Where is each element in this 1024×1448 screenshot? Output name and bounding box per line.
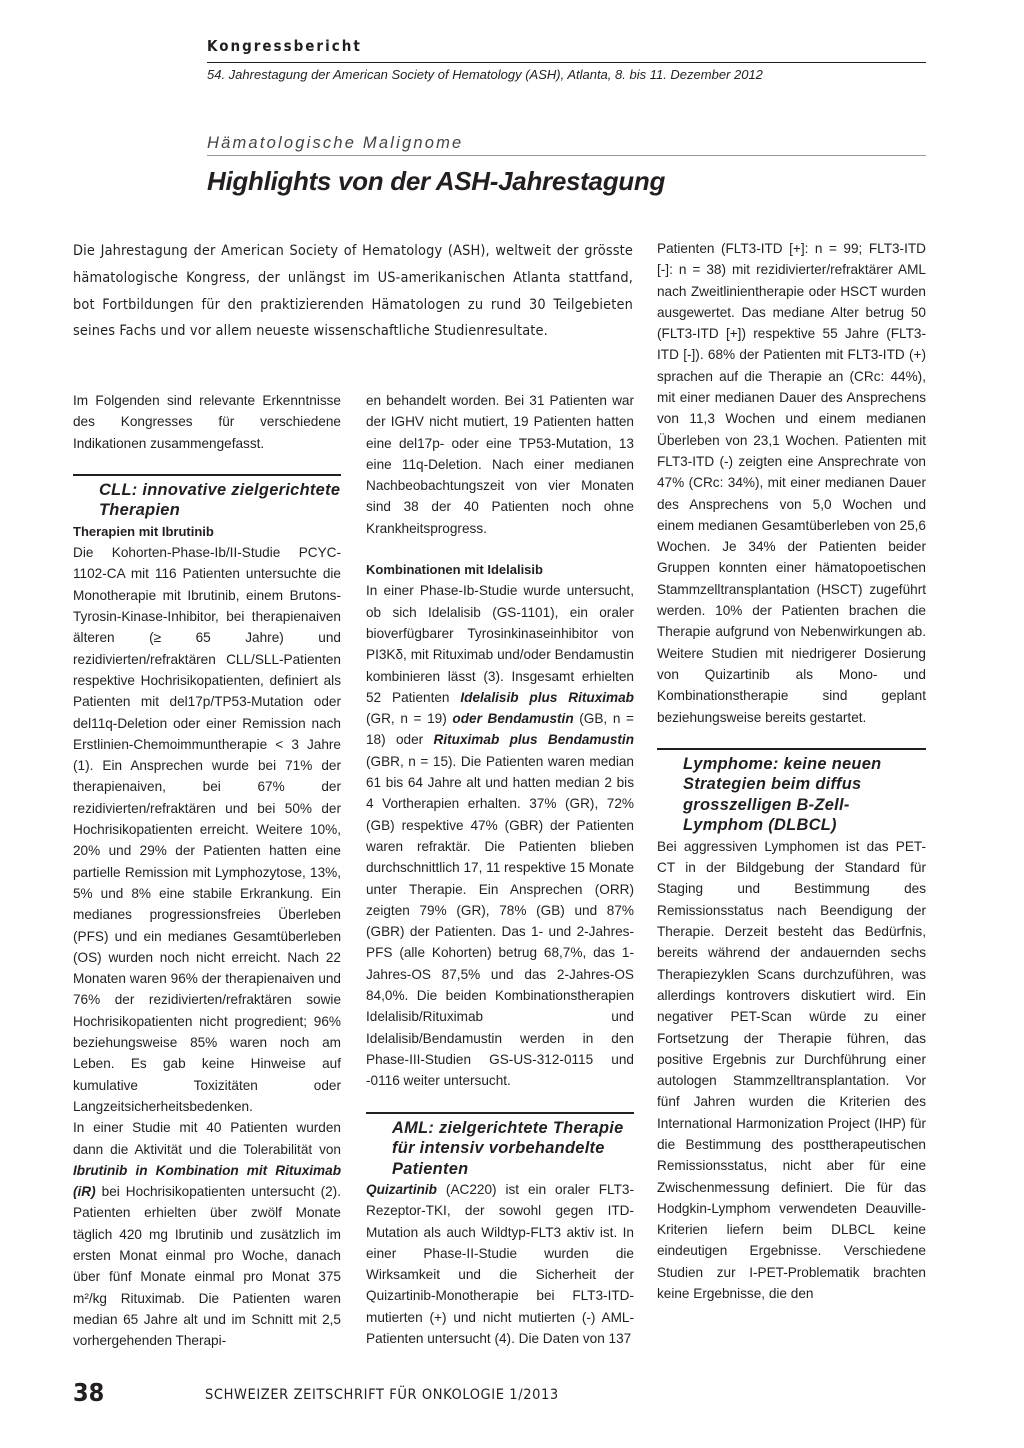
body-paragraph: In einer Phase-Ib-Studie wurde untersucht, ob sich Idelalisib (GS-1101), ein oraler bioverfügbarer Tyrosinkinaseinhibitor von PI3Kδ, mit Rituximab und/oder Bendamustin kombinieren lässt (3). Insgesamt erhielten 52 Patienten Idelalisib plus Rituximab (GR, n = 19) oder Bendamustin (GB, n = 18) oder Rituximab plus Bendamustin (GBR, n = 15). Die Patienten waren median 61 bis 64 Jahre alt und hatten median 2 bis 4 Vortherapien erhalten. 37% (GR), 72% (GB) respektive 47% (GBR) der Patienten waren refraktär. Die Patienten blieben durchschnittlich 17, 11 respektive 15 Monate unter Therapie. Ein Ansprechen (ORR) zeigten 79% (GR), 78% (GB) und 87% (GBR) der Patienten. Das 1- und 2-Jahres-PFS (alle Kohorten) betrug 68,7%, das 1-Jahres-OS 87,5% und das 2-Jahres-OS 84,0%. Die beiden Kombinationstherapien Idelalisib/Rituximab und Idelalisib/Bendamustin werden in den Phase-III-Studien GS-US-312-0115 und -0116 weiter untersucht.: [366, 583, 634, 1089]
section-title-lymphome: Lymphome: keine neuen Strategien beim diffus grosszelligen B-Zell-Lymphom (DLBCL): [683, 754, 882, 835]
body-paragraph: Quizartinib (AC220) ist ein oraler FLT3-Rezeptor-TKI, der sowohl gegen ITD-Mutation als auch Wildtyp-FLT3 aktiv ist. In einer Phase-II-Studie wurden die Wirksamkeit und die Sicherheit der Quizartinib-Monotherapie bei FLT3-ITD-mutierten (+) und nicht mutierten (-) AML-Patienten untersucht (4). Die Daten von 137: [366, 1182, 634, 1347]
body-paragraph: en behandelt worden. Bei 31 Patienten war der IGHV nicht mutiert, 19 Patienten hatten eine del17p- oder eine TP53-Mutation, 13 eine 11q-Deletion. Nach einer medianen Nachbeobachtungszeit von vier Monaten sind 38 der 40 Patienten noch ohne Krankheitsprogress.: [366, 393, 634, 536]
journal-footer: SCHWEIZER ZEITSCHRIFT FÜR ONKOLOGIE 1/2013: [205, 1387, 559, 1403]
meeting-line: 54. Jahrestagung der American Society of Hematology (ASH), Atlanta, 8. bis 11. Dezember 2012: [207, 67, 763, 82]
lead-paragraph: Die Jahrestagung der American Society of Hematology (ASH), weltweit der grösste hämatologische Kongress, der unlängst im US-amerikanischen Atlanta stattfand, bot Fortbildungen für den praktizierenden Hämatologen zu rund 30 Teilgebieten seines Fachs und vor allem neueste wissenschaftliche Studienresultate.: [73, 243, 633, 340]
body-paragraph: Bei aggressiven Lymphomen ist das PET-CT in der Bildgebung der Standard für Staging und Bestimmung des Remissionsstatus nach Beendigung der Therapie. Derzeit besteht das Bedürfnis, bereits während der andauernden sechs Therapiezyklen Scans durchzuführen, was allerdings kontrovers diskutiert wird. Ein negativer PET-Scan würde zu einer Fortsetzung der Therapie führen, das positive Ergebnis zur Durchführung einer autologen Stammzelltransplantation. Vor fünf Jahren wurden die Kriterien des International Harmonization Project (IHP) für die Bestimmung des posttherapeutischen Remissionsstatus, nicht aber für eine Zwischenmessung definiert. Die für das Hodgkin-Lymphom verwendeten Deauville-Kriterien liefern beim DLBCL keine eindeutigen Ergebnisse. Verschiedene Studien zur I-PET-Problematik brachten keine Ergebnisse, die den: [657, 838, 926, 1302]
emphasis: Idelalisib plus Rituximab: [460, 689, 634, 705]
body-paragraph: Patienten (FLT3-ITD [+]: n = 99; FLT3-ITD [-]: n = 38) mit rezidivierter/refraktärer AML nach Zweitlinientherapie oder HSCT wurden ausgewertet. Das mediane Alter betrug 50 (FLT3-ITD [+]) respektive 55 Jahre (FLT3-ITD [-]). 68% der Patienten mit FLT3-ITD (+) sprachen auf die Therapie an (CRc: 44%), mit einer medianen Dauer des Ansprechens von 11,3 Wochen und einem medianen Überleben von 23,1 Wochen. Patienten mit FLT3-ITD (-) zeigten eine Ansprechrate von 47% (CRc: 34%), mit einer medianen Dauer des Ansprechens von 5,0 Wochen und einem medianen Gesamtüberleben von 25,6 Wochen. Je 34% der Patienten beider Gruppen konnten einer hämatopoetischen Stammzelltransplantation (HSCT) zugeführt werden. 10% der Patienten brachen die Therapie aufgrund von Nebenwirkungen ab. Weitere Studien mit niedrigerer Dosierung von Quizartinib als Mono- und Kombinationstherapie sind geplant beziehungsweise bereits gestartet.: [657, 241, 926, 725]
subheading-ibrutinib: Therapien mit Ibrutinib: [73, 523, 214, 539]
subheading-idelalisib: Kombinationen mit Idelalisib: [366, 562, 543, 578]
body-paragraph: Die Kohorten-Phase-Ib/II-Studie PCYC-1102-CA mit 116 Patienten untersuchte die Monotherapie mit Ibrutinib, einem Brutons-Tyrosin-Kinase-Inhibitor, bei therapienaiven älteren (≥ 65 Jahre) und rezidivierten/refraktären CLL/SLL-Patienten respektive Hochrisikopatienten, definiert als Patienten mit del17p/TP53-Mutation oder del11q-Deletion oder einer Remission nach Erstlinien-Chemoimmuntherapie < 3 Jahre (1). Ein Ansprechen wurde bei 71% der therapienaiven, bei 67% der rezidivierten/refraktären und bei 50% der Hochrisikopatienten erreicht. Weitere 10%, 20% und 29% der Patienten hatten eine partielle Remission mit Lymphozytose, 13%, 5% und 8% eine stabile Erkrankung. Ein medianes progressionsfreies Überleben (PFS) und ein medianes Gesamtüberleben (OS) wurden noch nicht erreicht. Nach 22 Monaten waren 96% der therapienaiven und 76% der rezidivierten/refraktären sowie Hochrisikopatienten nicht progredient; 96% beziehungsweise 85% waren noch am Leben. Es gab keine Hinweise auf kumulative Toxizitäten oder Langzeitsicherheitsbedenken.: [73, 545, 341, 1114]
section-rule: [73, 474, 341, 476]
section-title-cll: CLL: innovative zielgerichtete Therapien: [99, 480, 341, 520]
column-2: [366, 390, 634, 1349]
emphasis: Quizartinib: [366, 1182, 437, 1197]
section-title-aml: AML: zielgerichtete Therapie für intensiv vorbehandelte Patienten: [392, 1118, 624, 1178]
column-1: [73, 390, 341, 1351]
emphasis: Ibrutinib in Kombination mit Rituximab (iR): [73, 1162, 341, 1200]
body-paragraph: In einer Studie mit 40 Patienten wurden dann die Aktivität und die Tolerabilität von Ibrutinib in Kombination mit Rituximab (iR) bei Hochrisikopatienten untersucht (2). Patienten erhielten über zwölf Monate täglich 420 mg Ibrutinib und zusätzlich im ersten Monat einmal pro Woche, danach über fünf Monate einmal pro Monat 375 m²/kg Rituximab. Die Patienten waren median 65 Jahre alt und im Schnitt mit 2,5 vorhergehenden Therapi-: [73, 1120, 341, 1349]
emphasis: Rituximab plus Bendamustin: [433, 732, 634, 748]
header-rule: [207, 62, 926, 63]
intro-paragraph: Im Folgenden sind relevante Erkenntnisse des Kongresses für verschiedene Indikationen zusammengefasst.: [73, 393, 341, 451]
article-title: Highlights von der ASH-Jahrestagung: [207, 166, 666, 196]
section-kicker: Kongressbericht: [207, 37, 362, 55]
title-rule: [207, 155, 926, 156]
section-label: Hämatologische Malignome: [207, 134, 464, 152]
column-3: [657, 238, 926, 1304]
page-number: 38: [73, 1378, 105, 1407]
section-rule: [657, 748, 926, 750]
emphasis: oder Bendamustin: [452, 711, 574, 727]
section-rule: [366, 1112, 634, 1114]
